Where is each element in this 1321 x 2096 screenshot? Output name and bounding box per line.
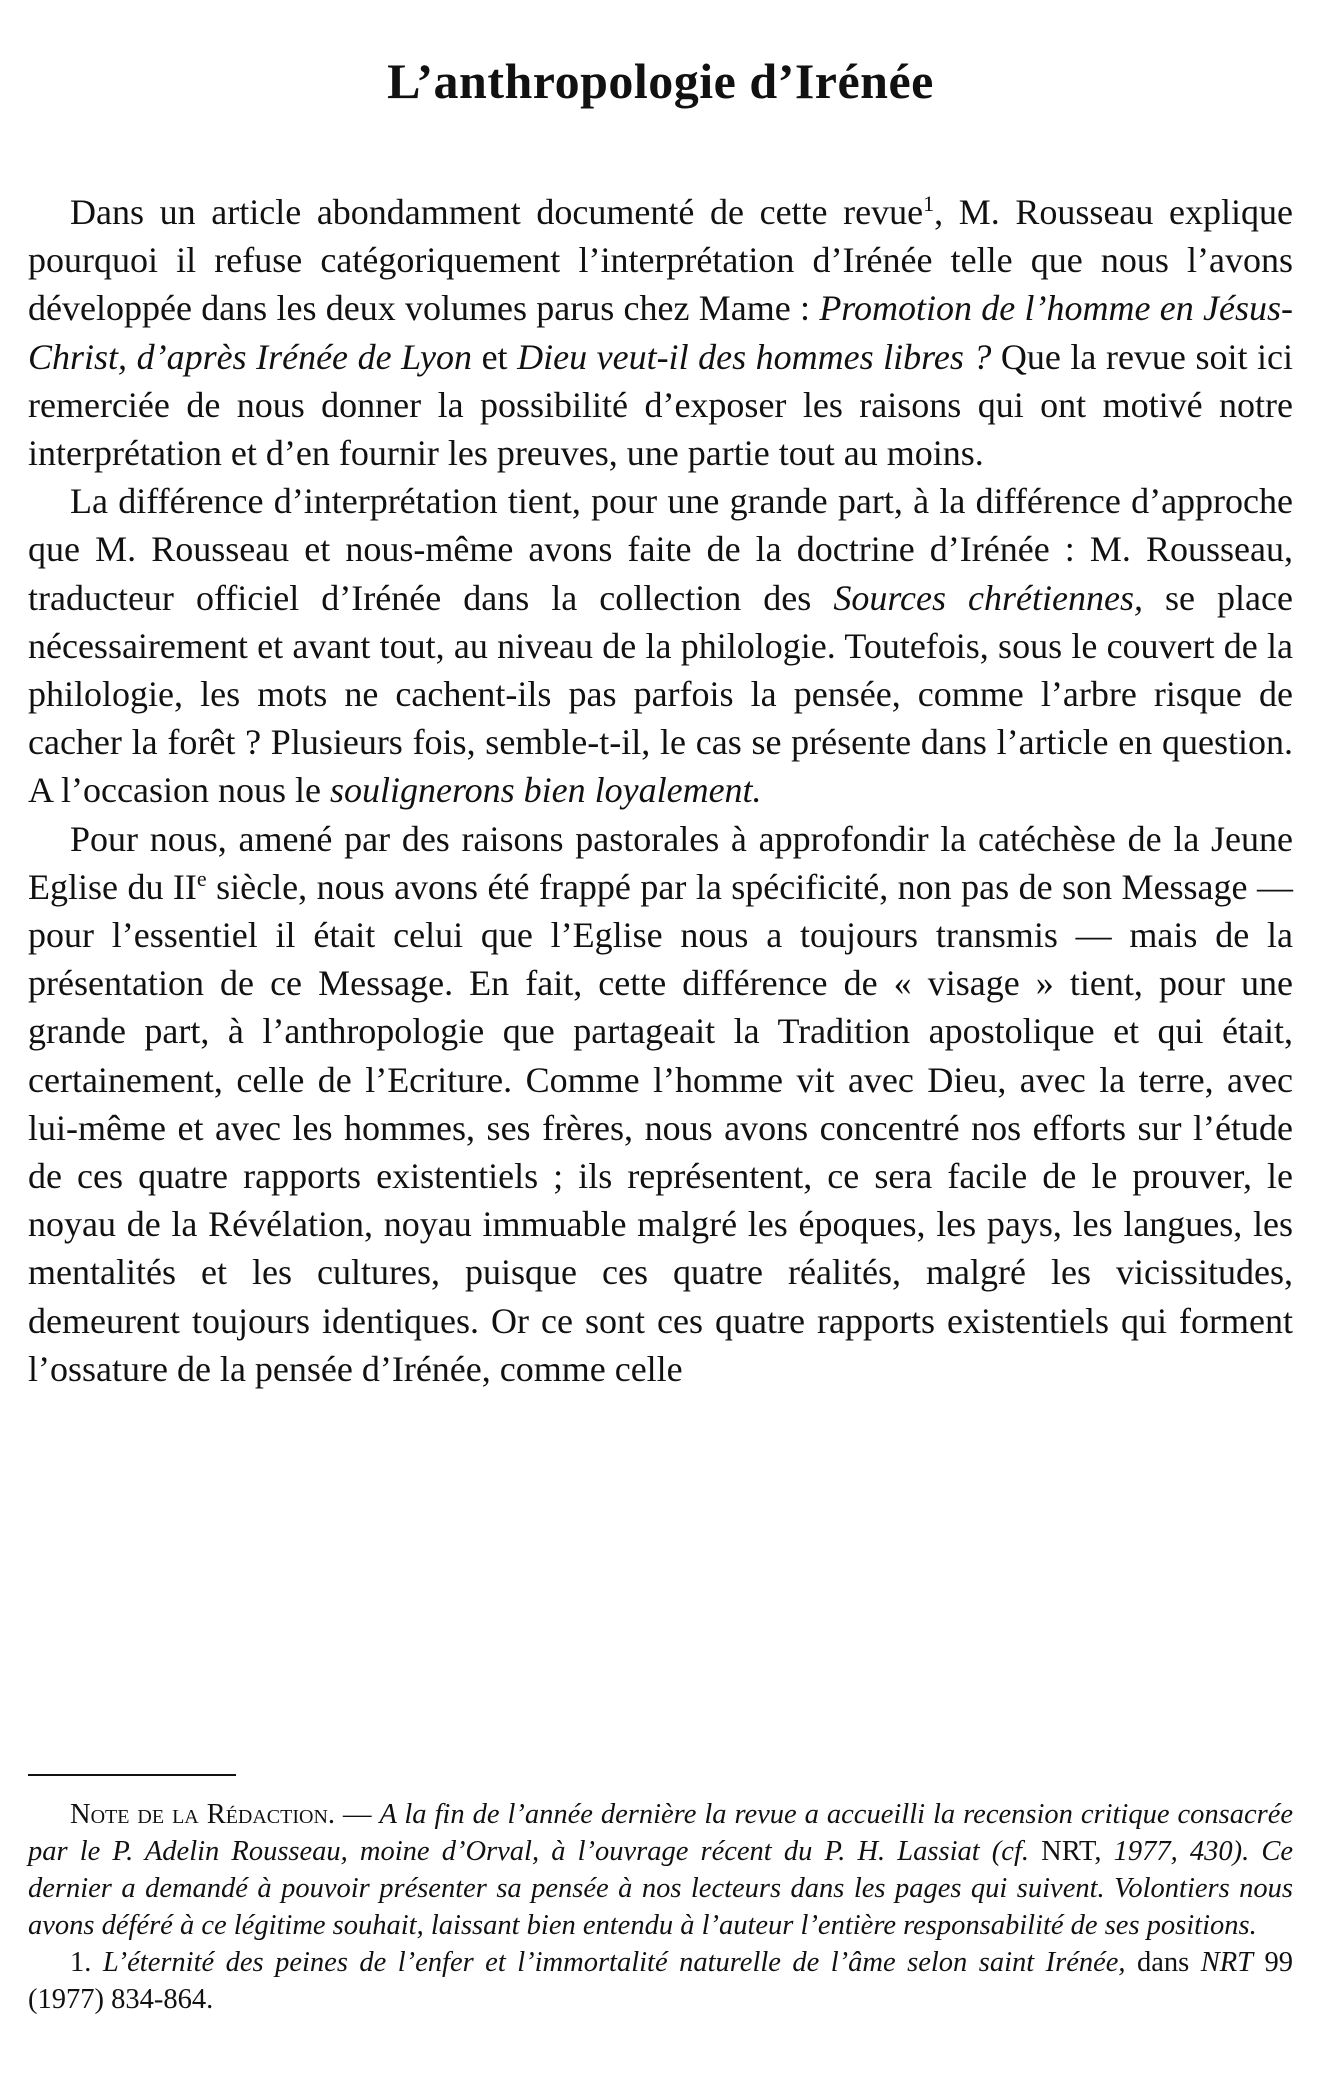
paragraph-1-text-c: et [472, 336, 518, 377]
editor-note-text-b: 1977, 430). Ce dernier a demandé à pouvoir présenter sa pensée à nos lecteurs dans les pages qui suivent. Volontiers nous avons déféré à ce légitime souhait, laissant bien entendu à l’auteur l’entière responsabilité de ses positions. [28, 1836, 1293, 1941]
article-body [28, 188, 1293, 1393]
paragraph-3 [28, 815, 1293, 1393]
footnote-1-title: L’éternité des peines de l’enfer et l’immortalité naturelle de l’âme selon saint Irénée, [102, 1947, 1126, 1978]
paragraph-1 [28, 188, 1293, 477]
paragraph-1-text-b: , M. Rousseau explique pourquoi il refuse catégoriquement l’interprétation d’Irénée telle que nous l’avons développée dans les deux volumes parus chez Mame : [28, 192, 1293, 329]
footnote-1-journal: NRT [1200, 1947, 1254, 1978]
century-superscript: e [196, 865, 207, 891]
footnote-1-text-b: 99 (1977) 834-864. [28, 1947, 1293, 2015]
footnote-ref-1: 1 [923, 191, 935, 216]
paragraph-1-text-d: Que la revue soit ici remerciée de nous donner la possibilité d’exposer les raisons qui ont motivé notre interprétation et d’en fournir les preuves, une partie tout au moins. [28, 336, 1293, 474]
footnote-1-number: 1. [70, 1947, 103, 1978]
book-title-promotion: Promotion de l’homme en Jésus-Christ, d’après Irénée de Lyon [28, 288, 1293, 377]
paragraph-3-text-a: Pour nous, amené par des raisons pastorales à approfondir la catéchèse de la Jeune Eglise du II [28, 818, 1293, 907]
paragraph-1-text-a: Dans un article abondamment documenté de cette revue [70, 192, 924, 232]
editor-note-dash: — [335, 1799, 380, 1830]
paragraph-2-text-b: se place nécessairement et avant tout, au niveau de la philologie. Toutefois, sous le couvert de la philologie, les mots ne cachent-ils pas parfois la pensée, comme l’arbre risque de cacher la forêt ? Plusieurs fois, semble-t-il, le cas se présente dans l’article en question. A l’occasion nous le [28, 577, 1293, 811]
footnote-1-text-a: dans [1125, 1947, 1201, 1978]
paragraph-2-text-a: La différence d’interprétation tient, pour une grande part, à la différence d’approche que M. Rousseau et nous-même avons faite de la doctrine d’Irénée : M. Rousseau, traducteur officiel d’Irénée dans la collection des [28, 481, 1293, 618]
book-title-dieu-veut-il: Dieu veut-il des hommes libres ? [517, 336, 992, 377]
editor-note-text-a: A la fin de l’année dernière la revue a accueilli la recension critique consacrée par le P. Adelin Rousseau, moine d’Orval, à l’ouvrage récent du P. H. Lassiat (cf. [28, 1799, 1294, 1867]
journal-abbrev: NRT, [1041, 1836, 1102, 1867]
editor-note [28, 1796, 1293, 1944]
footnote-1 [28, 1944, 1293, 2018]
footnotes [28, 1796, 1293, 2018]
emphasis-text: soulignerons bien loyalement. [329, 770, 762, 811]
editor-note-label: Note de la Rédaction. [70, 1799, 336, 1830]
paragraph-3-text-b: siècle, nous avons été frappé par la spécificité, non pas de son Message — pour l’essentiel il était celui que l’Eglise nous a toujours transmis — mais de la présentation de ce Message. En fait, cette différence de « visage » tient, pour une grande part, à l’anthropologie que partageait la Tradition apostolique et qui était, certainement, celle de l’Ecriture. Comme l’homme vit avec Dieu, avec la terre, avec lui-même et avec les hommes, ses frères, nous avons concentré nos efforts sur l’étude de ces quatre rapports existentiels ; ils représentent, ce sera facile de le prouver, le noyau de la Révélation, noyau immuable malgré les époques, les pays, les langues, les mentalités et les cultures, puisque ces quatre réalités, malgré les vicissitudes, demeurent toujours identiques. Or ce sont ces quatre rapports existentiels qui forment l’ossature de la pensée d’Irénée, comme celle [28, 866, 1293, 1389]
collection-title: Sources chrétiennes, [833, 577, 1143, 618]
article-title: L’anthropologie d’Irénée [387, 52, 934, 109]
paragraph-2 [28, 477, 1293, 814]
footnote-separator [28, 1774, 236, 1776]
